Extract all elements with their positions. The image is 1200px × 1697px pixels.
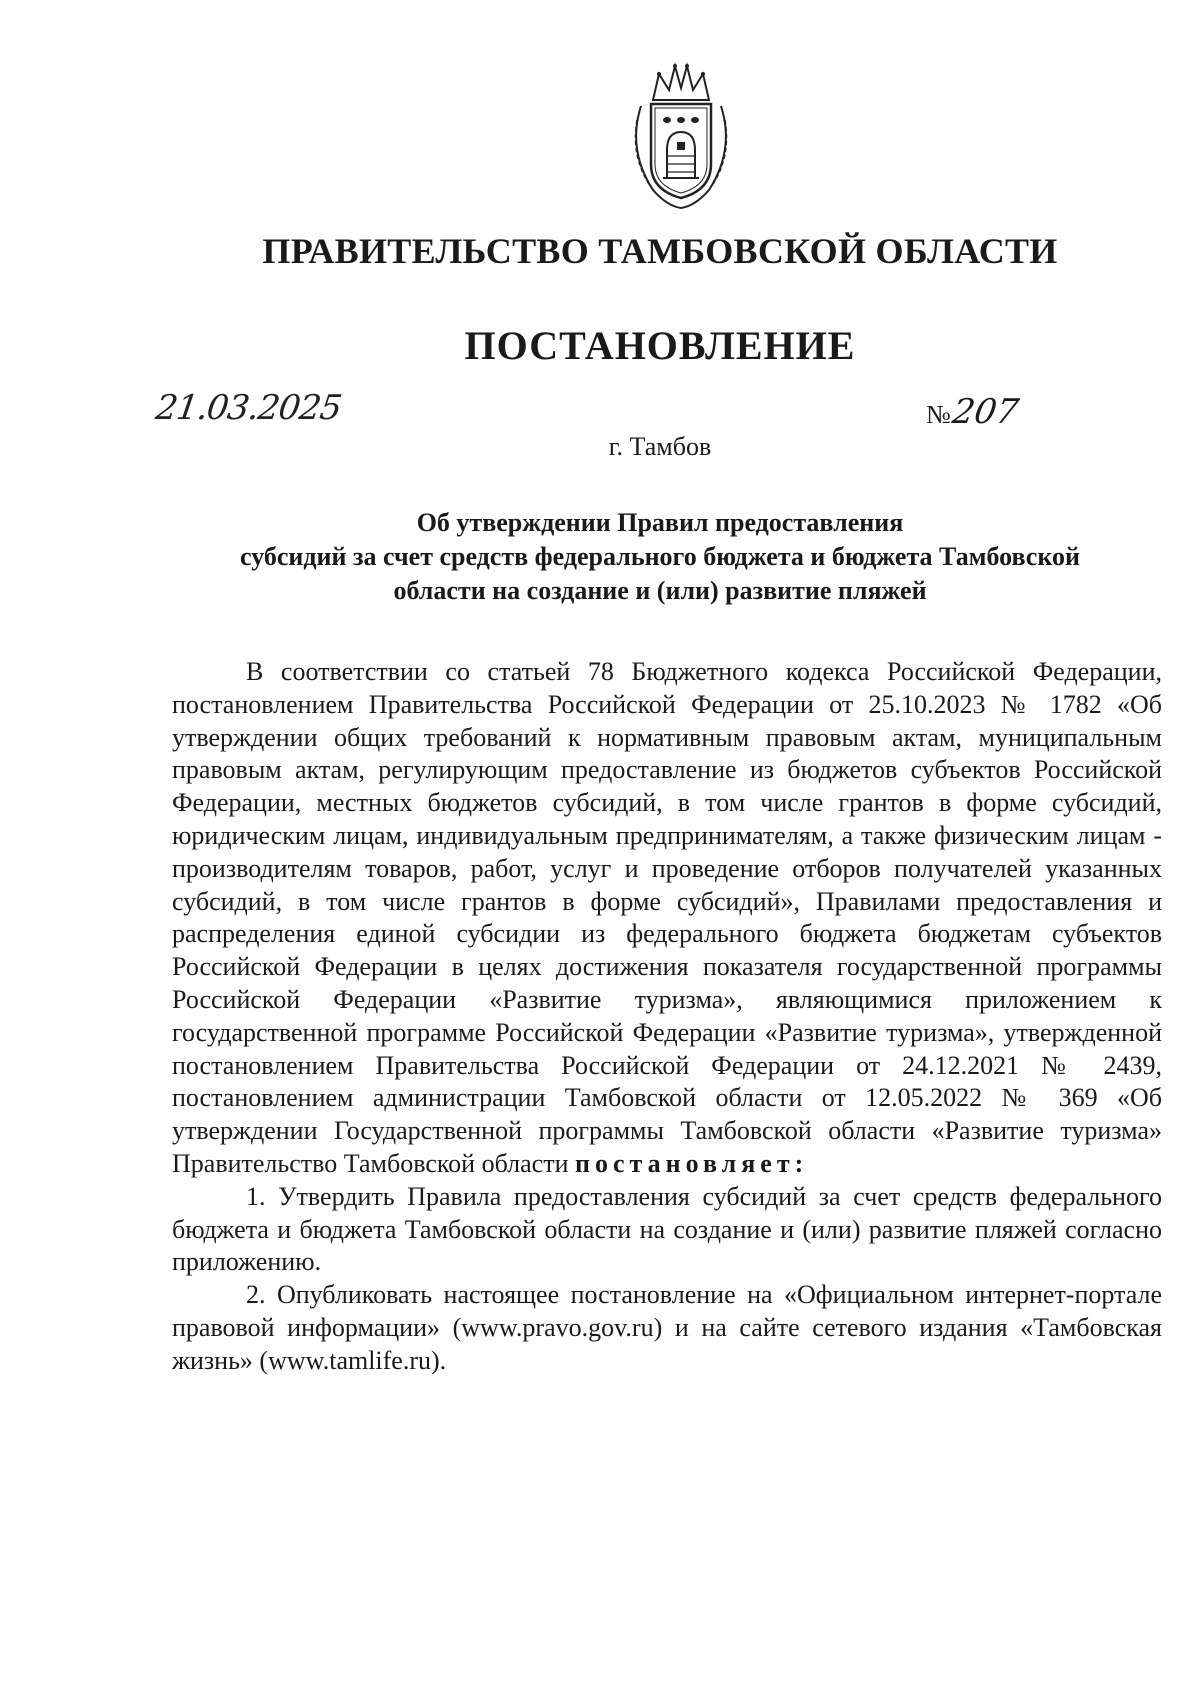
item-2-paragraph: 2. Опубликовать настоящее постановление на «Официальном интернет-портале правовой информации» (www.pravo.gov.ru) и на сайте сетевого издания «Тамбовская жизнь» (www.tamlife.ru). <box>172 1280 1162 1375</box>
preamble-paragraph <box>172 656 1162 1181</box>
document-body <box>172 656 1162 1378</box>
number-sign: № <box>926 400 951 429</box>
item-1-paragraph: 1. Утвердить Правила предоставления субсидий за счет средств федерального бюджета и бюджета Тамбовской области на создание и (или) развитие пляжей согласно приложению. <box>172 1181 1162 1277</box>
subject-line-1: Об утверждении Правил предоставления <box>416 508 904 537</box>
city-name: г. Тамбов <box>608 432 712 461</box>
handwritten-date: 21.03.2025 <box>153 388 344 428</box>
document-type-title: ПОСТАНОВЛЕНИЕ <box>464 323 856 368</box>
subject-line-3: области на создание и (или) развитие пляжей <box>393 576 927 605</box>
decree-word: постановляет: <box>575 1148 809 1178</box>
handwritten-number: 207 <box>949 392 1022 432</box>
tambov-coat-of-arms-icon <box>623 60 739 210</box>
preamble-text: В соответствии со статьей 78 Бюджетного кодекса Российской Федерации, постановлением Правительства Российской Федерации от 25.10.2023 № 1782 «Об утверждении общих требований к нормативным правовым актам, муниципальным правовым актам, регулирующим предоставление из бюджетов субъектов Российской Федерации, местных бюджетов субсидий, в том числе грантов в форме субсидий, юридическим лицам, индивидуальным предпринимателям, а также физическим лицам - производителям товаров, работ, услуг и проведение отборов получателей указанных субсидий, в том числе грантов в форме субсидий», Правилами предоставления и распределения единой субсидии из федерального бюджета бюджетам субъектов Российской Федерации в целях достижения показателя государственной программы Российской Федерации «Развитие туризма», являющимися приложением к государственной программе Российской Федерации «Развитие туризма», утвержденной постановлением Правительства Российской Федерации от 24.12.2021 № 2439, постановлением администрации Тамбовской области от 12.05.2022 № 369 «Об утверждении Государственной программы Тамбовской области «Развитие туризма» Правительство Тамбовской области <box>172 657 1162 1178</box>
document-subject <box>150 506 1170 608</box>
subject-line-2: субсидий за счет средств федерального бюджета и бюджета Тамбовской <box>240 542 1080 571</box>
document-number <box>926 392 1022 432</box>
government-title: ПРАВИТЕЛЬСТВО ТАМБОВСКОЙ ОБЛАСТИ <box>262 231 1058 271</box>
